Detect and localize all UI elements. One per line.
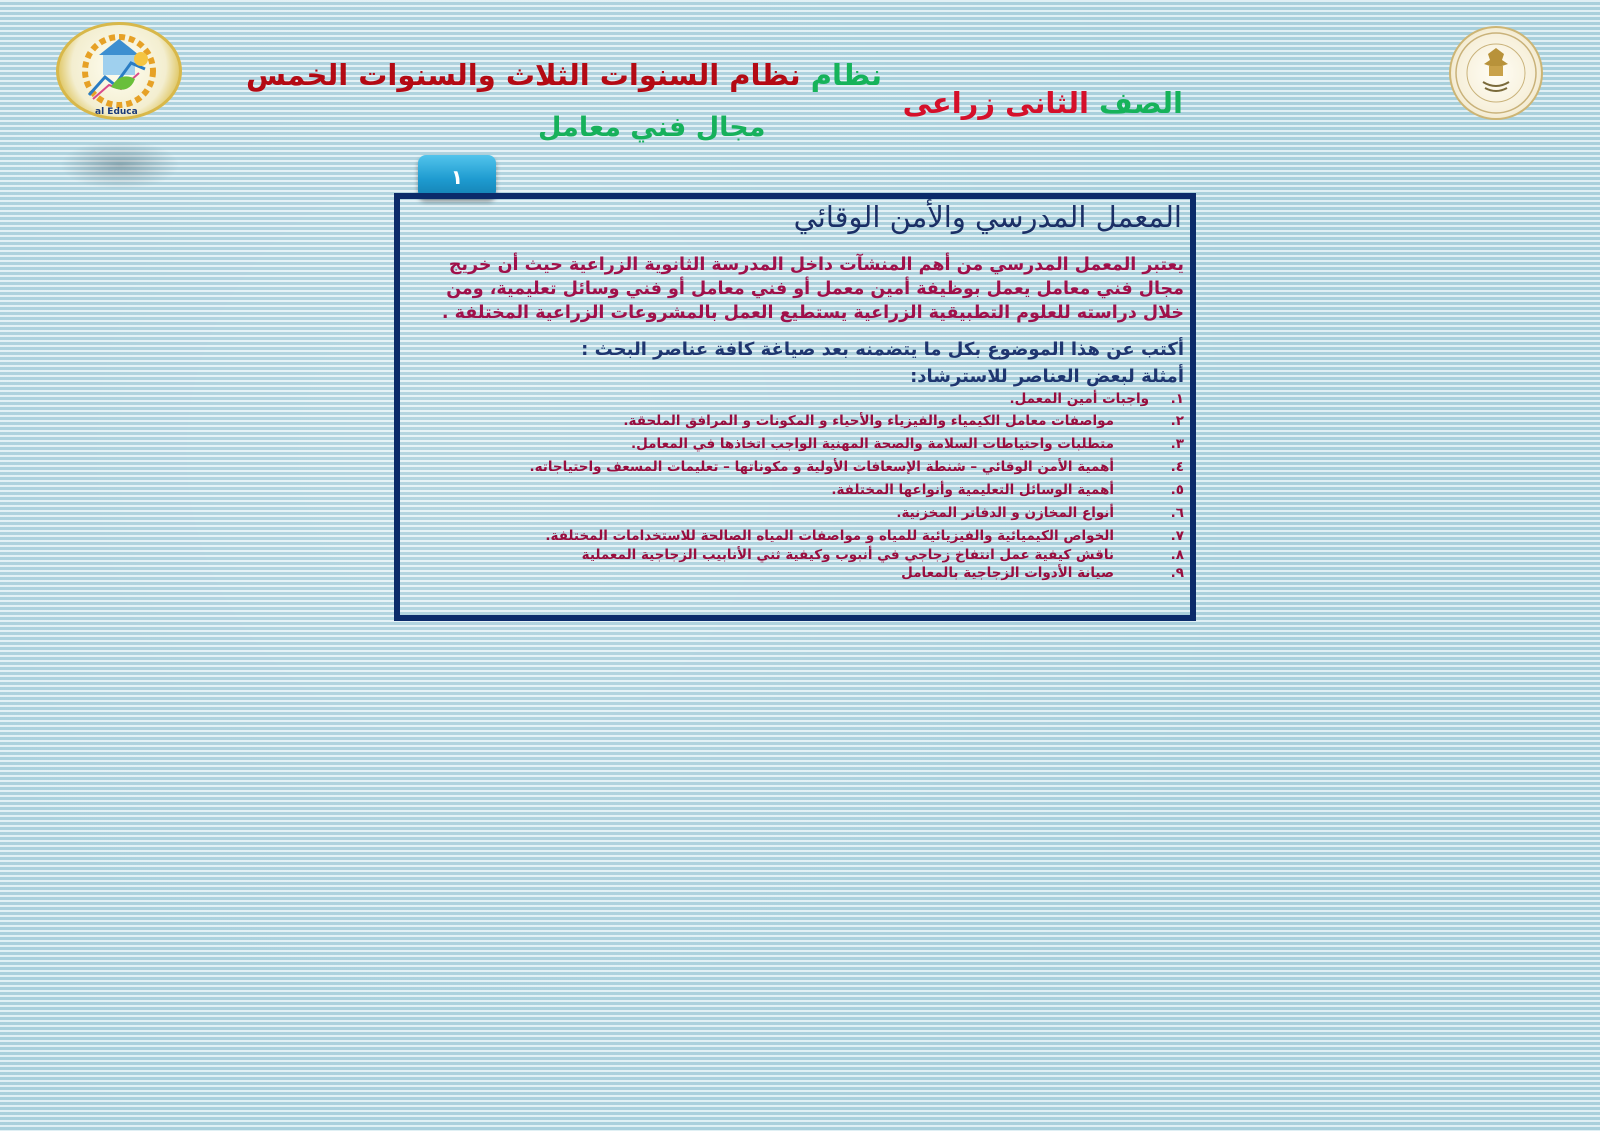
list-item: واجبات أمين المعمل. [1009, 391, 1149, 407]
list-item-number: ٩. [1170, 565, 1184, 581]
list-item-number: ٥. [1170, 482, 1184, 498]
system-heading [246, 58, 882, 92]
technical-education-logo-icon [56, 22, 182, 120]
list-item-number: ٢. [1170, 413, 1184, 429]
list-item: مواصفات معامل الكيمياء والفيزياء والأحياء و المكونات و المرافق الملحقة. [623, 413, 1114, 429]
list-item-number: ٤. [1170, 459, 1184, 475]
list-item-number: ٣. [1170, 436, 1184, 452]
list-item-number: ٦. [1170, 505, 1184, 521]
examples-heading: أمثلة لبعض العناصر للاسترشاد: [910, 366, 1184, 387]
field-heading: مجال فني معامل [538, 112, 766, 143]
list-item: أهمية الأمن الوقائي – شنطة الإسعافات الأولية و مكوناتها – تعليمات المسعف واحتياجاته. [529, 459, 1114, 475]
topic-number-tab[interactable]: ١ [418, 155, 496, 199]
list-item: أهمية الوسائل التعليمية وأنواعها المختلفة. [831, 482, 1114, 498]
grade-label: الصف [1099, 86, 1183, 120]
grade-heading [903, 86, 1183, 120]
system-word: نظام [810, 58, 882, 92]
list-item: الخواص الكيميائية والفيزيائية للمياه و مواصفات المياه الصالحة للاستخدامات المختلفة. [545, 528, 1114, 544]
logo-shadow [60, 140, 180, 190]
system-rest: نظام السنوات الثلاث والسنوات الخمس [246, 58, 801, 92]
list-item: ناقش كيفية عمل انتفاخ زجاجي في أنبوب وكيفية ثني الأنابيب الزجاجية المعملية [581, 547, 1114, 563]
ministry-of-education-emblem-icon [1449, 26, 1543, 120]
list-item: متطلبات واحتياطات السلامة والصحة المهنية الواجب اتخاذها في المعامل. [630, 436, 1114, 452]
list-item-number: ١. [1170, 391, 1184, 407]
grade-value: الثانى زراعى [902, 86, 1089, 120]
list-item-number: ٧. [1170, 528, 1184, 544]
instruction-text: أكتب عن هذا الموضوع بكل ما يتضمنه بعد صياغة كافة عناصر البحث : [581, 339, 1184, 360]
topic-paragraph: يعتبر المعمل المدرسي من أهم المنشآت داخل المدرسة الثانوية الزراعية حيث أن خريج مجال فني معامل يعمل بوظيفة أمين معمل أو فني معامل أو فني وسائل تعليمية، ومن خلال دراسته للعلوم التطبيقية الزراعية يستطيع العمل بالمشروعات الزراعية المختلفة . [441, 255, 1184, 323]
topic-title: المعمل المدرسي والأمن الوقائي [793, 200, 1182, 234]
logo-caption: al Educa [95, 107, 138, 117]
list-item: صيانة الأدوات الزجاجية بالمعامل [901, 565, 1114, 581]
list-item-number: ٨. [1170, 547, 1184, 563]
list-item: أنواع المخازن و الدفاتر المخزنية. [896, 505, 1114, 521]
